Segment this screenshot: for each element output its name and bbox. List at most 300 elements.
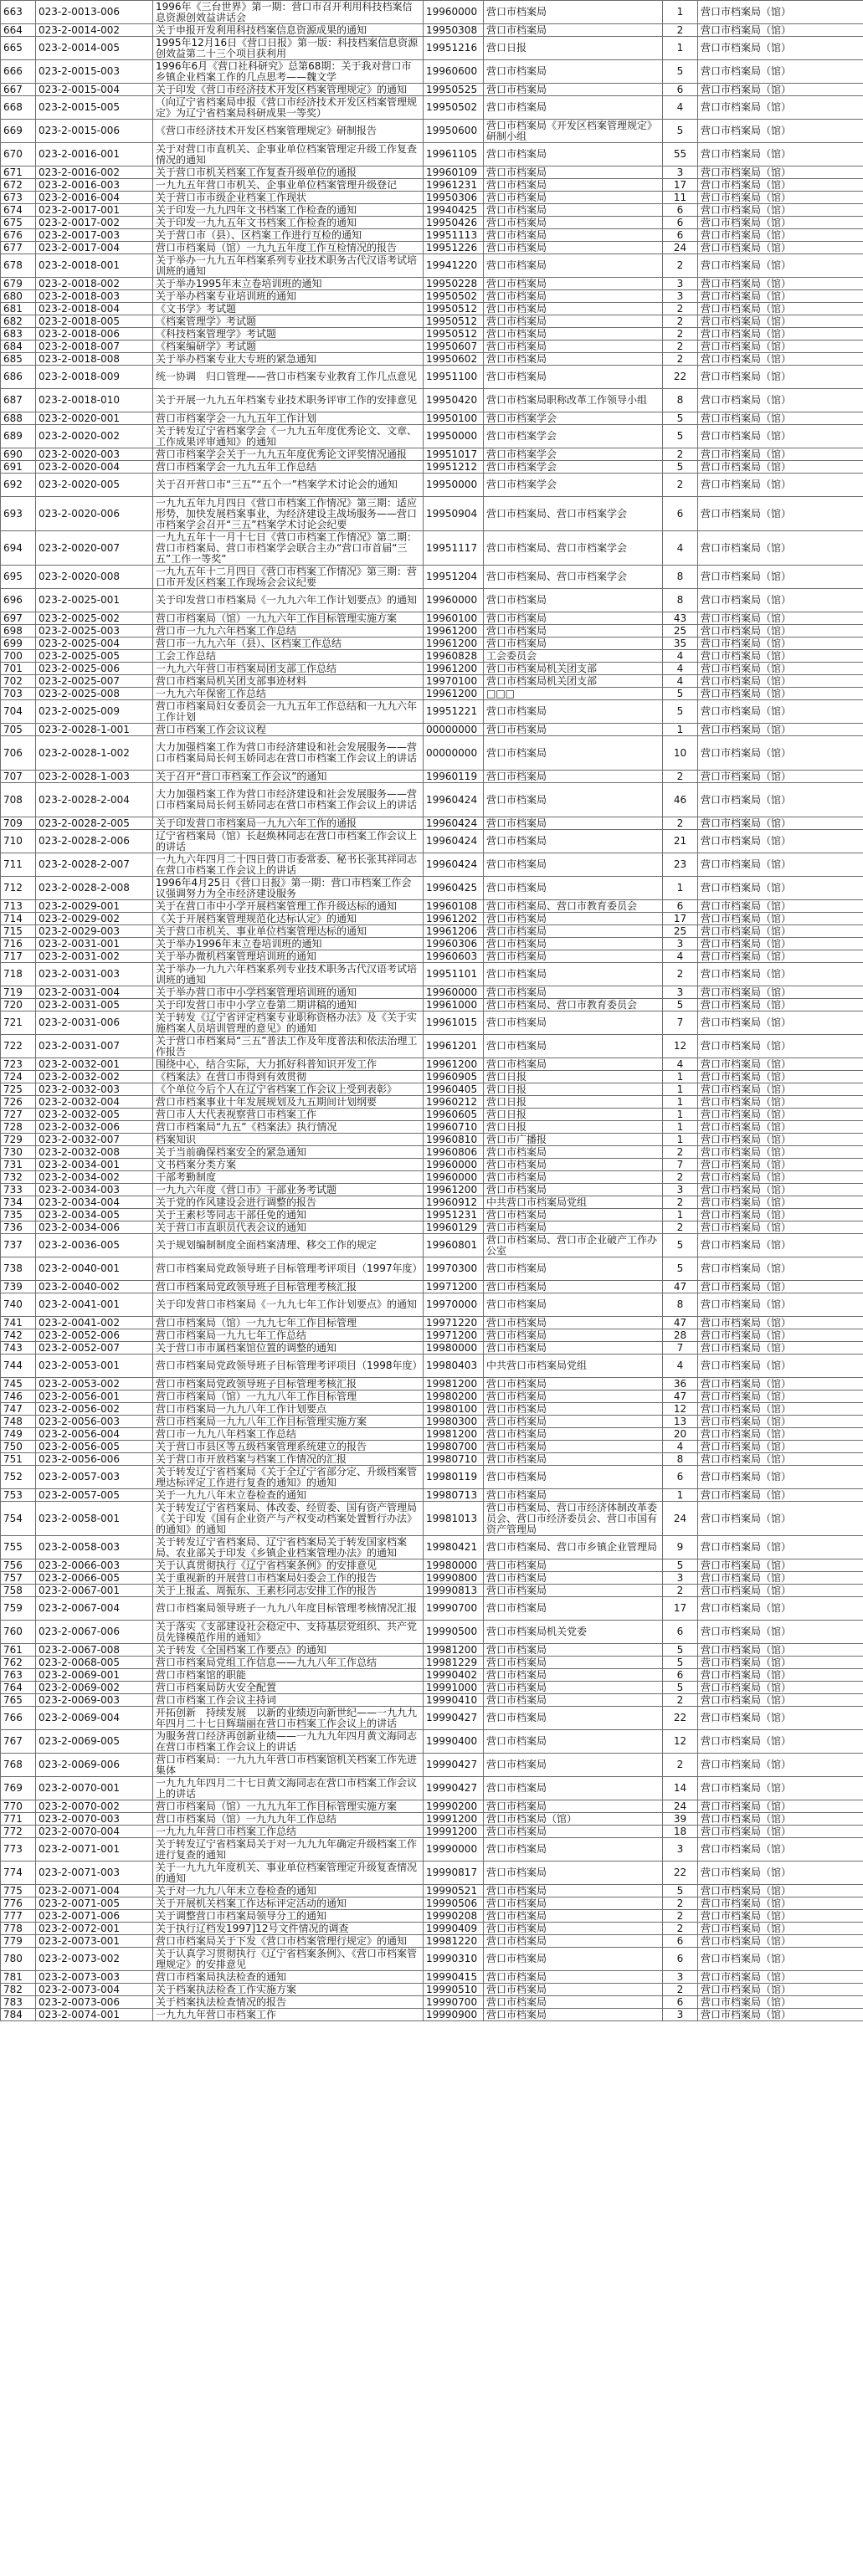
table-row: [1, 650, 863, 663]
row-keeper: 营口市档案局（馆）: [698, 1171, 863, 1184]
table-row: [1, 999, 863, 1011]
row-file-code: 023-2-0020-004: [36, 461, 153, 474]
table-row: [1, 1121, 863, 1134]
row-keeper: 营口市档案局（馆）: [698, 1694, 863, 1707]
row-pages: 24: [663, 1800, 698, 1813]
row-pages: 8: [663, 1453, 698, 1466]
row-pages: 22: [663, 366, 698, 389]
row-issuer: 营口日报: [484, 1096, 663, 1109]
row-pages: 2: [663, 1694, 698, 1707]
row-seq: 722: [1, 1035, 36, 1058]
row-title: 一九九五年十二月四日《营口市档案工作情况》第三期：营口市开发区档案工作现场会会议纪要: [153, 566, 424, 589]
row-keeper: 营口市档案局（馆）: [698, 229, 863, 242]
row-pages: 2: [663, 24, 698, 37]
row-seq: 687: [1, 389, 36, 412]
row-keeper: 营口市档案局（馆）: [698, 1257, 863, 1281]
row-title: 关于营口市机关档案工作复查升级单位的通报: [153, 166, 424, 179]
row-date: 19950000: [424, 425, 484, 448]
table-row: [1, 1466, 863, 1489]
row-seq: 681: [1, 303, 36, 315]
row-date: 19960000: [424, 986, 484, 999]
row-keeper: 营口市档案局（馆）: [698, 688, 863, 700]
row-date: 00000000: [424, 736, 484, 771]
row-seq: 774: [1, 1862, 36, 1885]
row-seq: 706: [1, 736, 36, 771]
row-pages: 1: [663, 37, 698, 60]
row-issuer: 营口市档案局: [484, 353, 663, 366]
row-pages: 47: [663, 1390, 698, 1403]
row-file-code: 023-2-0015-003: [36, 60, 153, 84]
row-title: 关于营口市市级企业档案工作现状: [153, 192, 424, 204]
row-seq: 672: [1, 179, 36, 192]
row-file-code: 023-2-0018-006: [36, 328, 153, 341]
row-issuer: 营口市档案局、营口市企业破产工作办公室: [484, 1234, 663, 1257]
row-pages: 17: [663, 913, 698, 925]
row-file-code: 023-2-0040-001: [36, 1257, 153, 1281]
table-row: [1, 1, 863, 24]
table-row: [1, 663, 863, 675]
row-seq: 738: [1, 1257, 36, 1281]
row-date: 19980403: [424, 1355, 484, 1378]
row-keeper: 营口市档案局（馆）: [698, 1948, 863, 1971]
row-title: 一九九六年保密工作总结: [153, 688, 424, 700]
row-keeper: 营口市档案局（馆）: [698, 1390, 863, 1403]
row-file-code: 023-2-0036-005: [36, 1234, 153, 1257]
row-keeper: 营口市档案局（馆）: [698, 830, 863, 853]
row-pages: 2: [663, 448, 698, 461]
row-file-code: 023-2-0028-1-002: [36, 736, 153, 771]
row-pages: 5: [663, 1644, 698, 1657]
table-row: [1, 1923, 863, 1935]
row-file-code: 023-2-0014-002: [36, 24, 153, 37]
row-date: 19960603: [424, 950, 484, 963]
table-row: [1, 1910, 863, 1923]
row-file-code: 023-2-0056-004: [36, 1428, 153, 1441]
row-file-code: 023-2-0025-006: [36, 663, 153, 675]
row-seq: 703: [1, 688, 36, 700]
row-pages: 1: [663, 1121, 698, 1134]
row-keeper: 营口市档案局（馆）: [698, 1184, 863, 1196]
table-row: [1, 1669, 863, 1682]
row-pages: 46: [663, 783, 698, 817]
row-seq: 668: [1, 96, 36, 120]
row-title: 大力加强档案工作为营口市经济建设和社会发展服务——营口市档案局局长何玉娇同志在营口市档案工作会议上的讲话: [153, 783, 424, 817]
row-keeper: 营口市档案局（馆）: [698, 1826, 863, 1838]
row-keeper: 营口市档案局（馆）: [698, 353, 863, 366]
row-pages: 21: [663, 830, 698, 853]
row-seq: 755: [1, 1536, 36, 1559]
row-pages: 17: [663, 1597, 698, 1621]
row-date: 19960000: [424, 1171, 484, 1184]
row-title: 围绕中心，结合实际，大力抓好科普知识开发工作: [153, 1058, 424, 1071]
row-title: 《营口市经济技术开发区档案管理规定》研制报告: [153, 120, 424, 143]
row-keeper: 营口市档案局（馆）: [698, 1597, 863, 1621]
row-seq: 778: [1, 1923, 36, 1935]
row-issuer: 营口市档案局: [484, 1171, 663, 1184]
row-title: 关于对营口市直机关、企事业单位档案管理定升级工作复查情况的通知: [153, 143, 424, 166]
row-seq: 683: [1, 328, 36, 341]
row-file-code: 023-2-0053-001: [36, 1355, 153, 1378]
table-row: [1, 1146, 863, 1159]
row-keeper: 营口市档案局（馆）: [698, 366, 863, 389]
row-date: 19980710: [424, 1453, 484, 1466]
row-seq: 677: [1, 242, 36, 254]
row-date: 19981229: [424, 1657, 484, 1669]
row-title: 一九九九年营口市档案工作: [153, 2009, 424, 2021]
row-issuer: 营口市档案局: [484, 341, 663, 353]
row-keeper: 营口市档案局（馆）: [698, 1754, 863, 1777]
row-file-code: 023-2-0025-009: [36, 700, 153, 724]
row-file-code: 023-2-0032-002: [36, 1071, 153, 1083]
row-seq: 725: [1, 1083, 36, 1096]
row-pages: 4: [663, 96, 698, 120]
row-file-code: 023-2-0034-001: [36, 1159, 153, 1171]
row-date: 19950502: [424, 290, 484, 303]
row-issuer: 营口市档案局: [484, 1935, 663, 1948]
row-date: 19950100: [424, 412, 484, 425]
table-row: [1, 913, 863, 925]
row-issuer: 营口市档案局: [484, 877, 663, 900]
row-issuer: 营口市档案局: [484, 1971, 663, 1984]
table-row: [1, 1441, 863, 1453]
row-date: 19991200: [424, 1826, 484, 1838]
row-pages: 5: [663, 1682, 698, 1694]
row-issuer: 营口市档案学会: [484, 474, 663, 497]
row-issuer: 营口市档案学会: [484, 412, 663, 425]
row-date: 19990700: [424, 1597, 484, 1621]
table-row: [1, 2009, 863, 2021]
row-issuer: 营口市档案学会: [484, 461, 663, 474]
row-date: 19950512: [424, 315, 484, 328]
table-row: [1, 566, 863, 589]
table-row: [1, 166, 863, 179]
row-pages: 4: [663, 675, 698, 688]
row-file-code: 023-2-0067-004: [36, 1597, 153, 1621]
row-seq: 684: [1, 341, 36, 353]
row-seq: 702: [1, 675, 36, 688]
row-issuer: 营口市档案局: [484, 328, 663, 341]
row-seq: 757: [1, 1572, 36, 1585]
row-keeper: 营口市档案局（馆）: [698, 1585, 863, 1597]
table-row: [1, 366, 863, 389]
row-keeper: 营口市档案局（馆）: [698, 638, 863, 650]
row-seq: 728: [1, 1121, 36, 1134]
row-date: 19990415: [424, 1971, 484, 1984]
row-date: 19961202: [424, 913, 484, 925]
row-keeper: 营口市档案局（馆）: [698, 1935, 863, 1948]
row-file-code: 023-2-0032-003: [36, 1083, 153, 1096]
row-keeper: 营口市档案局（馆）: [698, 612, 863, 625]
row-issuer: 营口市档案局: [484, 1800, 663, 1813]
table-row: [1, 84, 863, 96]
row-title: 关于党的作风建设会进行调整的报告: [153, 1196, 424, 1209]
row-pages: 2: [663, 315, 698, 328]
row-date: 19990500: [424, 1621, 484, 1644]
table-row: [1, 290, 863, 303]
row-file-code: 023-2-0025-002: [36, 612, 153, 625]
row-file-code: 023-2-0025-005: [36, 650, 153, 663]
row-issuer: 营口市档案局职称改革工作领导小组: [484, 389, 663, 412]
row-date: 19990813: [424, 1585, 484, 1597]
row-file-code: 023-2-0071-003: [36, 1862, 153, 1885]
table-row: [1, 254, 863, 278]
row-date: 19961201: [424, 1035, 484, 1058]
row-date: 19990427: [424, 1777, 484, 1800]
row-keeper: 营口市档案局（馆）: [698, 1146, 863, 1159]
row-pages: 24: [663, 242, 698, 254]
table-row: [1, 461, 863, 474]
row-seq: 671: [1, 166, 36, 179]
row-title: 关于举办一九九六年档案系列专业技术职务古代汉语考试培训班的通知: [153, 963, 424, 986]
row-seq: 747: [1, 1403, 36, 1416]
row-title: 关于营口市（县）、区档案工作进行互检的通知: [153, 229, 424, 242]
row-keeper: 营口市档案局（馆）: [698, 341, 863, 353]
row-title: 关于印发一九九四年文书档案工作检查的通知: [153, 204, 424, 217]
table-row: [1, 830, 863, 853]
row-issuer: 营口市档案局: [484, 1694, 663, 1707]
table-row: [1, 217, 863, 229]
row-file-code: 023-2-0018-002: [36, 278, 153, 290]
table-row: [1, 950, 863, 963]
row-seq: 686: [1, 366, 36, 389]
table-row: [1, 1694, 863, 1707]
row-issuer: 营口市档案局: [484, 1159, 663, 1171]
row-keeper: 营口市档案局（馆）: [698, 217, 863, 229]
table-row: [1, 1971, 863, 1984]
row-pages: 13: [663, 1416, 698, 1428]
row-file-code: 023-2-0016-004: [36, 192, 153, 204]
row-file-code: 023-2-0070-001: [36, 1777, 153, 1800]
row-file-code: 023-2-0073-002: [36, 1948, 153, 1971]
row-date: 19960810: [424, 1134, 484, 1146]
row-title: 营口市档案事业十年发展规划及九五期间计划纲要: [153, 1096, 424, 1109]
row-issuer: 营口市档案局、营口市档案学会: [484, 497, 663, 531]
row-keeper: 营口市档案局（馆）: [698, 1572, 863, 1585]
row-keeper: 营口市档案局（馆）: [698, 497, 863, 531]
row-seq: 688: [1, 412, 36, 425]
row-keeper: 营口市档案局（馆）: [698, 900, 863, 913]
table-row: [1, 1234, 863, 1257]
row-keeper: 营口市档案局（馆）: [698, 1071, 863, 1083]
row-file-code: 023-2-0032-007: [36, 1134, 153, 1146]
row-pages: 12: [663, 1035, 698, 1058]
row-issuer: 营口市档案局: [484, 625, 663, 638]
row-pages: 2: [663, 303, 698, 315]
row-title: 关于营口市档案局“三五”普法工作及年度普法和依法治理工作报告: [153, 1035, 424, 1058]
row-keeper: 营口市档案局（馆）: [698, 1109, 863, 1121]
row-issuer: 营口市档案局: [484, 638, 663, 650]
row-pages: 5: [663, 1559, 698, 1572]
row-date: 19950512: [424, 303, 484, 315]
row-title: 关于申报开发利用科技档案信息资源成果的通知: [153, 24, 424, 37]
row-seq: 726: [1, 1096, 36, 1109]
row-seq: 756: [1, 1559, 36, 1572]
row-file-code: 023-2-0057-005: [36, 1489, 153, 1502]
table-row: [1, 1813, 863, 1826]
table-row: [1, 412, 863, 425]
table-row: [1, 724, 863, 736]
row-file-code: 023-2-0034-004: [36, 1196, 153, 1209]
table-row: [1, 1317, 863, 1329]
row-keeper: 营口市档案局（馆）: [698, 1, 863, 24]
row-file-code: 023-2-0069-002: [36, 1682, 153, 1694]
row-issuer: 营口市档案局、营口市乡镇企业管理局: [484, 1536, 663, 1559]
row-seq: 736: [1, 1221, 36, 1234]
row-issuer: 营口市档案局: [484, 1657, 663, 1669]
row-keeper: 营口市档案局（馆）: [698, 963, 863, 986]
row-keeper: 营口市档案局（馆）: [698, 1428, 863, 1441]
row-pages: 2: [663, 1984, 698, 1996]
row-file-code: 023-2-0016-003: [36, 179, 153, 192]
row-date: 19991000: [424, 1682, 484, 1694]
row-keeper: 营口市档案局（馆）: [698, 1416, 863, 1428]
row-pages: 2: [663, 1585, 698, 1597]
row-date: 19960424: [424, 853, 484, 877]
row-keeper: 营口市档案局（馆）: [698, 877, 863, 900]
row-keeper: 营口市档案局（馆）: [698, 1035, 863, 1058]
table-row: [1, 1355, 863, 1378]
row-title: 营口市档案局（馆）一九九七年工作目标管理: [153, 1317, 424, 1329]
row-title: 一九九五年营口市机关、企事业单位档案管理升级登记: [153, 179, 424, 192]
row-seq: 679: [1, 278, 36, 290]
row-issuer: 营口市档案局: [484, 1317, 663, 1329]
row-keeper: 营口市档案局（馆）: [698, 1489, 863, 1502]
row-pages: 3: [663, 938, 698, 950]
row-date: 19951100: [424, 366, 484, 389]
row-keeper: 营口市档案局（馆）: [698, 60, 863, 84]
row-issuer: 营口日报: [484, 1121, 663, 1134]
row-keeper: 营口市档案局（馆）: [698, 783, 863, 817]
row-keeper: 营口市档案局（馆）: [698, 1209, 863, 1221]
table-row: [1, 1011, 863, 1035]
row-keeper: 营口市档案局（馆）: [698, 1838, 863, 1862]
row-keeper: 营口市档案局（馆）: [698, 1682, 863, 1694]
row-seq: 673: [1, 192, 36, 204]
row-title: 辽宁省档案局（馆）长赵焕林同志在营口市档案工作会议上的讲话: [153, 830, 424, 853]
row-title: 为服务营口经济再创新业绩——一九九九年四月黄文海同志在营口市档案工作会议上的讲话: [153, 1730, 424, 1754]
row-title: 关于印发营口市档案局《一九九七年工作计划要点》的通知: [153, 1293, 424, 1317]
row-pages: 1: [663, 724, 698, 736]
row-seq: 711: [1, 853, 36, 877]
row-pages: 7: [663, 1159, 698, 1171]
row-pages: 1: [663, 1096, 698, 1109]
row-title: 《档案法》在营口市得到有效贯彻: [153, 1071, 424, 1083]
row-date: 19980700: [424, 1441, 484, 1453]
row-title: 关于召开营口市“三五”“五个一”档案学术讨论会的通知: [153, 474, 424, 497]
row-keeper: 营口市档案局（馆）: [698, 938, 863, 950]
row-file-code: 023-2-0015-005: [36, 96, 153, 120]
row-keeper: 营口市档案局（馆）: [698, 1621, 863, 1644]
row-pages: 55: [663, 143, 698, 166]
row-keeper: 营口市档案局（馆）: [698, 1777, 863, 1800]
row-title: 关于举办档案专业大专班的紧急通知: [153, 353, 424, 366]
table-row: [1, 474, 863, 497]
row-seq: 767: [1, 1730, 36, 1754]
row-keeper: 营口市档案局（馆）: [698, 179, 863, 192]
row-pages: 2: [663, 1754, 698, 1777]
row-title: 一九九六年度《营口市》干部业务考试题: [153, 1184, 424, 1196]
row-title: 关于印发营口市档案局一九九六年工作的通报: [153, 817, 424, 830]
table-row: [1, 341, 863, 353]
row-file-code: 023-2-0034-006: [36, 1221, 153, 1234]
row-file-code: 023-2-0025-007: [36, 675, 153, 688]
row-pages: 25: [663, 925, 698, 938]
row-keeper: 营口市档案局（馆）: [698, 1559, 863, 1572]
row-date: 19990510: [424, 1984, 484, 1996]
row-keeper: 营口市档案局（馆）: [698, 986, 863, 999]
row-title: 关于印发营口市档案局《一九九六年工作计划要点》的通知: [153, 589, 424, 612]
row-keeper: 营口市档案局（馆）: [698, 1707, 863, 1730]
row-date: 19960828: [424, 650, 484, 663]
row-date: 19960129: [424, 1221, 484, 1234]
row-file-code: 023-2-0015-006: [36, 120, 153, 143]
row-date: 19990000: [424, 1838, 484, 1862]
row-title: 关于档案执法检查工作实施方案: [153, 1984, 424, 1996]
row-issuer: 营口市档案局: [484, 1453, 663, 1466]
row-date: 19950904: [424, 497, 484, 531]
row-pages: 10: [663, 736, 698, 771]
row-title: 统一协调 归口管理——营口市档案专业教育工作几点意见: [153, 366, 424, 389]
row-issuer: 营口市档案局: [484, 1281, 663, 1293]
row-pages: 11: [663, 192, 698, 204]
row-issuer: 营口市档案局、营口市经济体制改革委员会、营口市经济委员会、营口市国有资产管理局: [484, 1502, 663, 1536]
row-file-code: 023-2-0015-004: [36, 84, 153, 96]
row-keeper: 营口市档案局（馆）: [698, 204, 863, 217]
row-file-code: 023-2-0028-2-006: [36, 830, 153, 853]
row-pages: 5: [663, 999, 698, 1011]
row-file-code: 023-2-0018-003: [36, 290, 153, 303]
row-date: 19941220: [424, 254, 484, 278]
row-date: 19951113: [424, 229, 484, 242]
row-file-code: 023-2-0074-001: [36, 2009, 153, 2021]
row-seq: 758: [1, 1585, 36, 1597]
row-keeper: 营口市档案局（馆）: [698, 1293, 863, 1317]
row-keeper: 营口市档案局（馆）: [698, 1317, 863, 1329]
row-title: 文书档案分类方案: [153, 1159, 424, 1171]
row-issuer: 营口市档案局: [484, 1669, 663, 1682]
row-pages: 20: [663, 1428, 698, 1441]
row-pages: 22: [663, 1862, 698, 1885]
row-pages: 7: [663, 1011, 698, 1035]
table-row: [1, 278, 863, 290]
row-seq: 701: [1, 663, 36, 675]
row-pages: 1: [663, 1109, 698, 1121]
row-file-code: 023-2-0025-004: [36, 638, 153, 650]
row-date: 19961105: [424, 143, 484, 166]
table-row: [1, 1159, 863, 1171]
row-title: 营口市档案局执法检查的通知: [153, 1971, 424, 1984]
row-pages: 1: [663, 1, 698, 24]
table-row: [1, 204, 863, 217]
row-seq: 781: [1, 1971, 36, 1984]
row-keeper: 营口市档案局（馆）: [698, 1466, 863, 1489]
row-issuer: 营口市档案局: [484, 1403, 663, 1416]
row-seq: 735: [1, 1209, 36, 1221]
row-seq: 704: [1, 700, 36, 724]
row-file-code: 023-2-0073-004: [36, 1984, 153, 1996]
row-seq: 721: [1, 1011, 36, 1035]
row-date: 19950525: [424, 84, 484, 96]
row-date: 19961015: [424, 1011, 484, 1035]
row-date: 00000000: [424, 724, 484, 736]
row-title: 营口市档案局“九五”《档案法》执行情况: [153, 1121, 424, 1134]
row-keeper: 营口市档案局（馆）: [698, 242, 863, 254]
row-date: 19960801: [424, 1234, 484, 1257]
row-date: 19951226: [424, 242, 484, 254]
row-seq: 724: [1, 1071, 36, 1083]
row-seq: 734: [1, 1196, 36, 1209]
row-keeper: 营口市档案局（馆）: [698, 166, 863, 179]
